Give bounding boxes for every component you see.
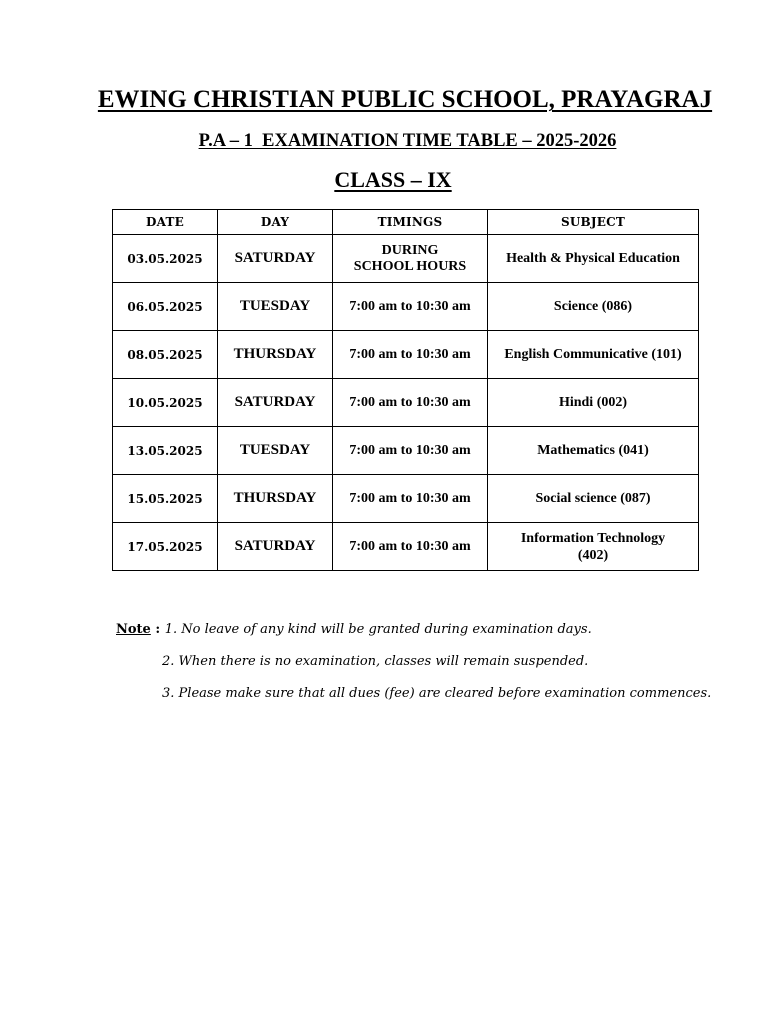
exam-timing-text: DURING SCHOOL HOURS	[353, 242, 467, 274]
note-item: 1. No leave of any kind will be granted during examination days.	[164, 622, 592, 637]
column-header-date: DATE	[113, 210, 218, 235]
exam-day: TUESDAY	[218, 283, 333, 331]
column-header-day: DAY	[218, 210, 333, 235]
table-row	[113, 427, 699, 475]
exam-date: 13.05.2025	[113, 427, 218, 475]
exam-subject	[488, 523, 699, 571]
exam-day: TUESDAY	[218, 427, 333, 475]
column-header-timings: TIMINGS	[333, 210, 488, 235]
table-row	[113, 331, 699, 379]
exam-timing: 7:00 am to 10:30 am	[333, 379, 488, 427]
exam-subject: Social science (087)	[488, 475, 699, 523]
exam-timing: 7:00 am to 10:30 am	[333, 427, 488, 475]
table-row	[113, 283, 699, 331]
exam-timing: 7:00 am to 10:30 am	[333, 523, 488, 571]
exam-timetable	[112, 209, 699, 571]
note-line-1	[116, 622, 592, 637]
note-line-2	[162, 654, 588, 669]
exam-date: 15.05.2025	[113, 475, 218, 523]
exam-timing: 7:00 am to 10:30 am	[333, 283, 488, 331]
exam-timing: 7:00 am to 10:30 am	[333, 331, 488, 379]
note-label: Note	[116, 622, 151, 637]
exam-day: SATURDAY	[218, 235, 333, 283]
table-header-row	[113, 210, 699, 235]
school-name: EWING CHRISTIAN PUBLIC SCHOOL, PRAYAGRAJ	[97, 86, 713, 113]
exam-date: 17.05.2025	[113, 523, 218, 571]
exam-title: P.A – 1 EXAMINATION TIME TABLE – 2025-2026	[198, 131, 617, 151]
exam-day: THURSDAY	[218, 331, 333, 379]
exam-subject: Mathematics (041)	[488, 427, 699, 475]
exam-day: SATURDAY	[218, 379, 333, 427]
exam-date: 10.05.2025	[113, 379, 218, 427]
table-row	[113, 379, 699, 427]
exam-subject: English Communicative (101)	[488, 331, 699, 379]
exam-subject: Hindi (002)	[488, 379, 699, 427]
column-header-subject: SUBJECT	[488, 210, 699, 235]
note-line-3	[162, 686, 711, 701]
exam-subject-text: Information Technology (402)	[520, 530, 666, 563]
exam-date: 06.05.2025	[113, 283, 218, 331]
exam-timing	[333, 235, 488, 283]
table-row	[113, 235, 699, 283]
table-row	[113, 475, 699, 523]
exam-timing: 7:00 am to 10:30 am	[333, 475, 488, 523]
exam-date: 03.05.2025	[113, 235, 218, 283]
note-item: 2. When there is no examination, classes will remain suspended.	[162, 654, 589, 669]
note-colon: :	[150, 622, 165, 637]
exam-date: 08.05.2025	[113, 331, 218, 379]
class-title: CLASS – IX	[334, 167, 452, 192]
exam-day: SATURDAY	[218, 523, 333, 571]
exam-subject: Science (086)	[488, 283, 699, 331]
table-row	[113, 523, 699, 571]
exam-subject: Health & Physical Education	[488, 235, 699, 283]
note-item: 3. Please make sure that all dues (fee) are cleared before examination commences.	[162, 686, 712, 701]
exam-day: THURSDAY	[218, 475, 333, 523]
